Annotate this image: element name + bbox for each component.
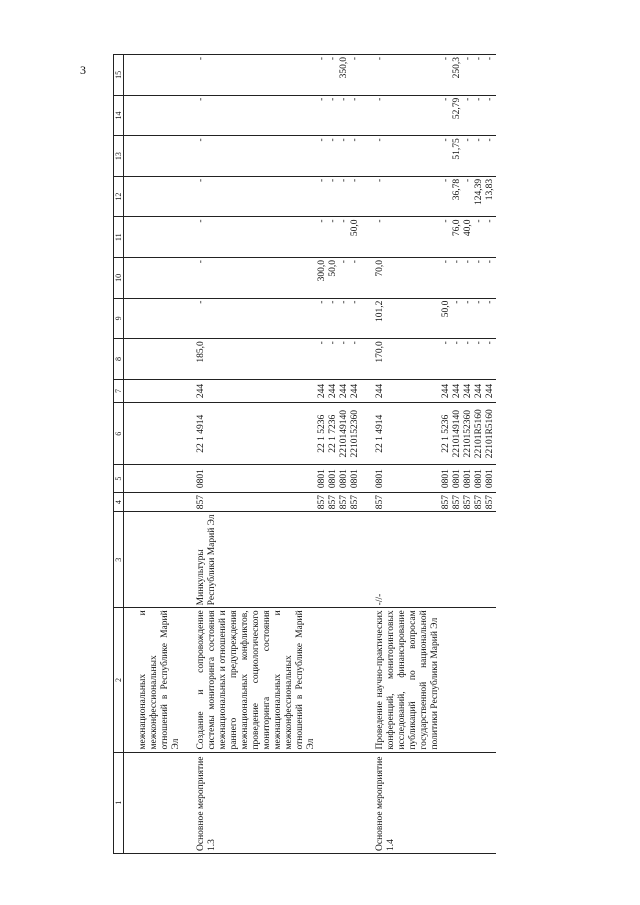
executor	[474, 512, 485, 608]
table-row	[182, 55, 317, 854]
value-col-12: -	[317, 176, 328, 217]
measure-name: Основное мероприятие 1.4	[361, 752, 441, 853]
code-grbs: 857	[452, 492, 463, 511]
value-col-9: -	[339, 298, 350, 339]
code-csr: 2210152360	[350, 403, 361, 465]
value-col-8: -	[317, 339, 328, 380]
column-header: 13	[114, 136, 124, 177]
code-rzpr	[124, 465, 183, 493]
value-col-14: -	[317, 95, 328, 136]
value-col-9: -	[485, 298, 496, 339]
code-grbs	[124, 492, 183, 511]
code-rzpr: 0801	[339, 465, 350, 493]
value-col-13: -	[463, 136, 474, 177]
executor	[350, 512, 361, 608]
table-row	[124, 55, 183, 854]
value-col-11: -	[361, 217, 441, 258]
value-col-10: -	[463, 258, 474, 299]
value-col-12: -	[463, 176, 474, 217]
value-col-12: -	[361, 176, 441, 217]
measure-description	[328, 608, 339, 752]
column-header: 12	[114, 176, 124, 217]
measure-description	[485, 608, 496, 752]
code-csr: 22 1 5236	[441, 403, 452, 465]
measure-description: Проведение научно-практических конференций, мониторинговых исследований, финансирование публикаций по вопросам государственной национальной политики Республики Марий Эл	[361, 608, 441, 752]
code-grbs: 857	[328, 492, 339, 511]
column-header: 9	[114, 298, 124, 339]
value-col-14: -	[361, 95, 441, 136]
code-grbs: 857	[441, 492, 452, 511]
value-col-15: -	[485, 55, 496, 96]
value-col-9: -	[182, 298, 317, 339]
table-row	[463, 55, 474, 854]
value-col-8: -	[328, 339, 339, 380]
measure-description	[339, 608, 350, 752]
code-csr: 2210149140	[452, 403, 463, 465]
code-csr: 22 1 7236	[328, 403, 339, 465]
measure-description	[452, 608, 463, 752]
value-col-15: -	[463, 55, 474, 96]
code-vr: 244	[339, 379, 350, 403]
code-grbs: 857	[350, 492, 361, 511]
measure-name	[328, 752, 339, 853]
value-col-10: 70,0	[361, 258, 441, 299]
value-col-8: -	[452, 339, 463, 380]
measure-description	[317, 608, 328, 752]
value-col-13: 51,75	[452, 136, 463, 177]
code-rzpr: 0801	[485, 465, 496, 493]
value-col-8: -	[463, 339, 474, 380]
measure-description	[441, 608, 452, 752]
value-col-8: 185,0	[182, 339, 317, 380]
value-col-15	[124, 55, 183, 96]
value-col-8: -	[485, 339, 496, 380]
column-header: 2	[114, 608, 124, 752]
value-col-14: -	[182, 95, 317, 136]
value-col-10: -	[474, 258, 485, 299]
value-col-9: -	[328, 298, 339, 339]
value-col-13: -	[182, 136, 317, 177]
measure-description: межнациональных и межконфессиональных отношений в Республике Марий Эл	[124, 608, 183, 752]
code-vr: 244	[485, 379, 496, 403]
column-header: 7	[114, 379, 124, 403]
code-vr: 244	[474, 379, 485, 403]
code-vr: 244	[317, 379, 328, 403]
value-col-12: 124,39	[474, 176, 485, 217]
code-grbs: 857	[182, 492, 317, 511]
code-rzpr: 0801	[328, 465, 339, 493]
table-row	[361, 55, 441, 854]
value-col-12: -	[339, 176, 350, 217]
table-row	[328, 55, 339, 854]
value-col-10: -	[452, 258, 463, 299]
executor: Минкультуры Республики Марий Эл	[182, 512, 317, 608]
table-row	[485, 55, 496, 854]
code-grbs: 857	[339, 492, 350, 511]
code-vr	[124, 379, 183, 403]
value-col-12	[124, 176, 183, 217]
value-col-9: -	[452, 298, 463, 339]
value-col-8: -	[350, 339, 361, 380]
executor	[485, 512, 496, 608]
value-col-15: -	[441, 55, 452, 96]
measure-name	[441, 752, 452, 853]
column-header: 11	[114, 217, 124, 258]
value-col-11: -	[441, 217, 452, 258]
column-header: 6	[114, 403, 124, 465]
code-csr: 22101R5160	[474, 403, 485, 465]
value-col-13: -	[339, 136, 350, 177]
page-number: 3	[80, 63, 86, 77]
value-col-10: -	[350, 258, 361, 299]
executor	[124, 512, 183, 608]
table-row	[474, 55, 485, 854]
value-col-11: 76,0	[452, 217, 463, 258]
value-col-11: -	[317, 217, 328, 258]
column-header: 15	[114, 55, 124, 96]
code-vr: 244	[452, 379, 463, 403]
value-col-12: 13,83	[485, 176, 496, 217]
value-col-15: -	[328, 55, 339, 96]
code-csr: 22 1 5236	[317, 403, 328, 465]
code-grbs: 857	[317, 492, 328, 511]
value-col-9: 101,2	[361, 298, 441, 339]
code-vr: 244	[182, 379, 317, 403]
table-row	[317, 55, 328, 854]
executor	[463, 512, 474, 608]
column-header: 1	[114, 752, 124, 853]
value-col-11: -	[339, 217, 350, 258]
budget-table	[113, 54, 496, 854]
column-header: 3	[114, 512, 124, 608]
code-csr: 2210152360	[463, 403, 474, 465]
code-vr: 244	[361, 379, 441, 403]
measure-description	[350, 608, 361, 752]
value-col-8: 170,0	[361, 339, 441, 380]
value-col-13	[124, 136, 183, 177]
code-csr: 22 1 4914	[361, 403, 441, 465]
table-row	[441, 55, 452, 854]
code-vr: 244	[350, 379, 361, 403]
value-col-8: -	[474, 339, 485, 380]
value-col-14: -	[328, 95, 339, 136]
rotated-table-container	[113, 54, 593, 854]
value-col-12: -	[328, 176, 339, 217]
code-rzpr: 0801	[463, 465, 474, 493]
value-col-15: 250,3	[452, 55, 463, 96]
executor	[452, 512, 463, 608]
column-header: 5	[114, 465, 124, 493]
value-col-8: -	[441, 339, 452, 380]
executor	[328, 512, 339, 608]
code-grbs: 857	[463, 492, 474, 511]
executor	[317, 512, 328, 608]
value-col-13: -	[328, 136, 339, 177]
value-col-14	[124, 95, 183, 136]
column-header: 8	[114, 339, 124, 380]
column-header: 10	[114, 258, 124, 299]
value-col-12: -	[182, 176, 317, 217]
executor	[339, 512, 350, 608]
measure-name: Основное мероприятие 1.3	[182, 752, 317, 853]
value-col-8	[124, 339, 183, 380]
table-header-row	[114, 55, 124, 854]
value-col-11: -	[485, 217, 496, 258]
value-col-11: 50,0	[350, 217, 361, 258]
value-col-14: -	[485, 95, 496, 136]
value-col-13: -	[441, 136, 452, 177]
value-col-11	[124, 217, 183, 258]
code-vr: 244	[463, 379, 474, 403]
value-col-10: -	[182, 258, 317, 299]
measure-name	[485, 752, 496, 853]
value-col-11: 40,0	[463, 217, 474, 258]
value-col-11: -	[182, 217, 317, 258]
table-row	[339, 55, 350, 854]
value-col-15: 350,0	[339, 55, 350, 96]
code-grbs: 857	[485, 492, 496, 511]
value-col-13: -	[350, 136, 361, 177]
code-rzpr: 0801	[182, 465, 317, 493]
value-col-9: -	[474, 298, 485, 339]
value-col-9: -	[463, 298, 474, 339]
value-col-15: -	[474, 55, 485, 96]
measure-description: Создание и сопровождение системы мониторинга состояния межнациональных и отношений и раннего предупреждения межнациональных конфликтов, проведение социологического мониторинга состояния межнациональных и межконфессиональных отношений в Республике Марий Эл	[182, 608, 317, 752]
value-col-10: 50,0	[328, 258, 339, 299]
measure-name	[317, 752, 328, 853]
code-csr: 22101R5160	[485, 403, 496, 465]
code-rzpr: 0801	[452, 465, 463, 493]
measure-description	[463, 608, 474, 752]
code-rzpr: 0801	[317, 465, 328, 493]
value-col-15: -	[317, 55, 328, 96]
value-col-12: 36,78	[452, 176, 463, 217]
measure-name	[474, 752, 485, 853]
value-col-8: -	[339, 339, 350, 380]
table-row	[452, 55, 463, 854]
executor: -//-	[361, 512, 441, 608]
value-col-9: 50,0	[441, 298, 452, 339]
code-rzpr: 0801	[350, 465, 361, 493]
value-col-13: -	[317, 136, 328, 177]
measure-name	[350, 752, 361, 853]
code-rzpr: 0801	[474, 465, 485, 493]
column-header: 14	[114, 95, 124, 136]
code-csr: 22 1 4914	[182, 403, 317, 465]
column-header: 4	[114, 492, 124, 511]
executor	[441, 512, 452, 608]
measure-name	[463, 752, 474, 853]
value-col-15: -	[361, 55, 441, 96]
value-col-12: -	[441, 176, 452, 217]
code-vr: 244	[328, 379, 339, 403]
table-row	[350, 55, 361, 854]
value-col-13: -	[485, 136, 496, 177]
value-col-14: -	[339, 95, 350, 136]
value-col-14: -	[441, 95, 452, 136]
value-col-9: -	[317, 298, 328, 339]
value-col-9	[124, 298, 183, 339]
value-col-13: -	[361, 136, 441, 177]
code-csr: 2210149140	[339, 403, 350, 465]
value-col-14: -	[463, 95, 474, 136]
value-col-10: -	[485, 258, 496, 299]
value-col-12: -	[350, 176, 361, 217]
value-col-14: -	[350, 95, 361, 136]
value-col-10	[124, 258, 183, 299]
code-rzpr: 0801	[441, 465, 452, 493]
code-csr	[124, 403, 183, 465]
value-col-14: 52,79	[452, 95, 463, 136]
code-vr: 244	[441, 379, 452, 403]
measure-description	[474, 608, 485, 752]
value-col-9: -	[350, 298, 361, 339]
code-grbs: 857	[474, 492, 485, 511]
value-col-15: -	[350, 55, 361, 96]
code-rzpr: 0801	[361, 465, 441, 493]
value-col-11: -	[474, 217, 485, 258]
table-body	[124, 55, 497, 854]
value-col-10: -	[441, 258, 452, 299]
value-col-11: -	[328, 217, 339, 258]
measure-name	[124, 752, 183, 853]
measure-name	[339, 752, 350, 853]
value-col-13: -	[474, 136, 485, 177]
value-col-10: -	[339, 258, 350, 299]
measure-name	[452, 752, 463, 853]
value-col-15: -	[182, 55, 317, 96]
value-col-10: 300,0	[317, 258, 328, 299]
value-col-14: -	[474, 95, 485, 136]
code-grbs: 857	[361, 492, 441, 511]
